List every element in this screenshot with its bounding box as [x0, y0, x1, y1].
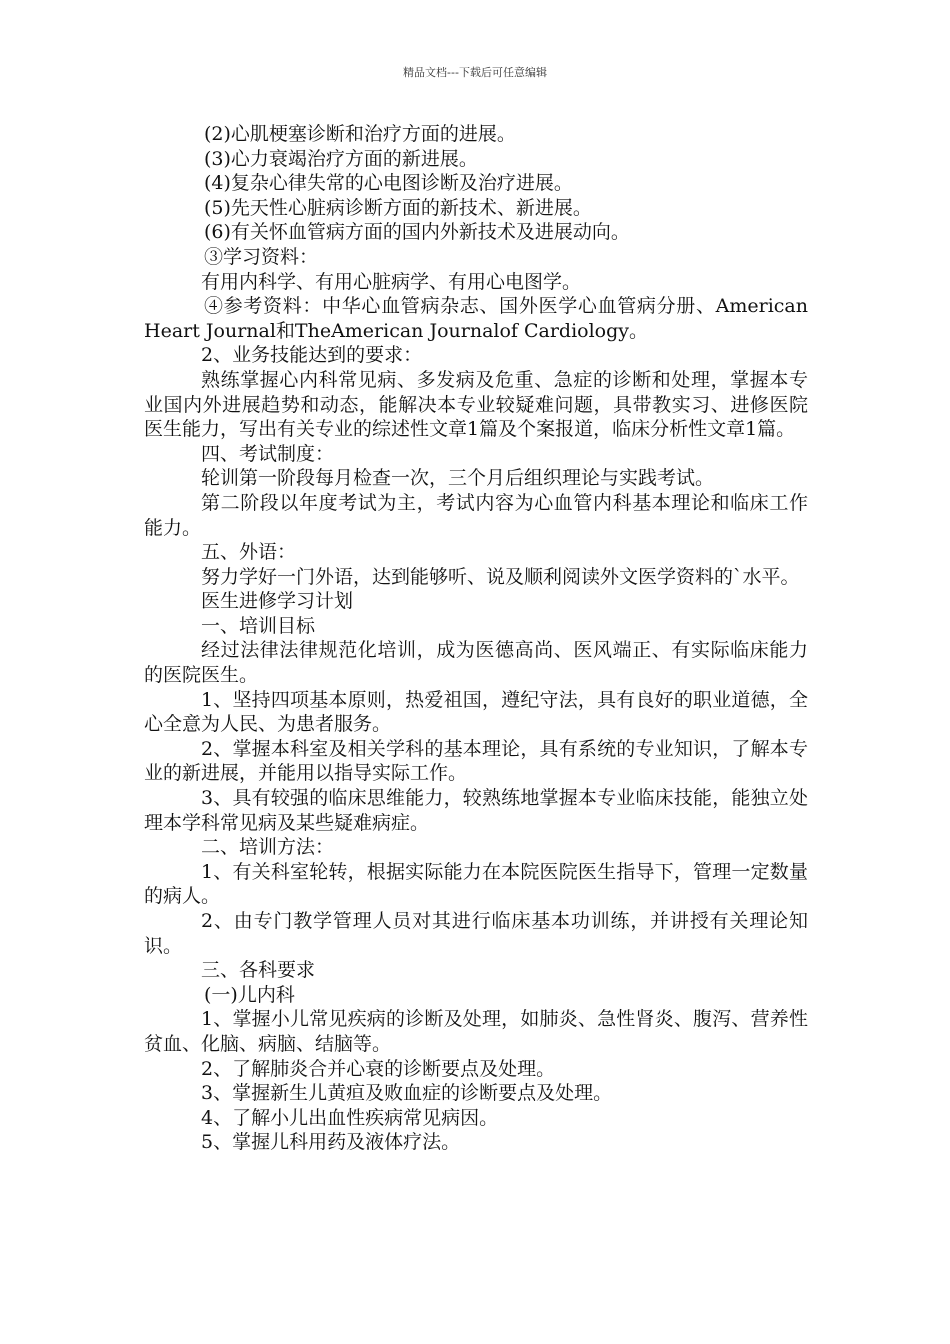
- paragraph: 四、考试制度：: [201, 442, 335, 465]
- paragraph: 1、掌握小儿常见疾病的诊断及处理，如肺炎、急性肾炎、腹泻、营养性贫血、化脑、病脑、结脑等。: [144, 1008, 808, 1055]
- paragraph: 1、有关科室轮转，根据实际能力在本院医院医生指导下，管理一定数量的病人。: [144, 860, 808, 908]
- paragraph: (2)心肌梗塞诊断和治疗方面的进展。: [204, 123, 516, 145]
- paragraph: 三、各科要求: [201, 959, 316, 982]
- paragraph: ③学习资料：: [204, 245, 319, 268]
- paragraph: (5)先天性心脏病诊断方面的新技术、新进展。: [204, 196, 592, 219]
- paragraph: 医生进修学习计划: [201, 590, 354, 613]
- document-body: [144, 122, 808, 1155]
- paragraph: 2、了解肺炎合并心衰的诊断要点及处理。: [201, 1057, 556, 1080]
- paragraph: 3、掌握新生儿黄疸及败血症的诊断要点及处理。: [201, 1082, 613, 1105]
- paragraph: 有用内科学、有用心脏病学、有用心电图学。: [201, 270, 582, 293]
- paragraph: 2、业务技能达到的要求：: [201, 344, 423, 367]
- paragraph: 努力学好一门外语，达到能够听、说及顺利阅读外文医学资料的`水平。: [201, 565, 800, 588]
- paragraph: 二、培训方法：: [201, 836, 335, 859]
- paragraph: 3、具有较强的临床思维能力，较熟练地掌握本专业临床技能，能独立处理本学科常见病及某些疑难病症。: [144, 787, 808, 834]
- paragraph: (3)心力衰竭治疗方面的新进展。: [204, 147, 478, 170]
- paragraph: (一)儿内科: [204, 983, 295, 1006]
- paragraph: (4)复杂心律失常的心电图诊断及治疗进展。: [204, 172, 573, 195]
- paragraph: 一、培训目标: [201, 614, 316, 637]
- paragraph: 熟练掌握心内科常见病、多发病及危重、急症的诊断和处理，掌握本专业国内外进展趋势和动态，能解决本专业较疑难问题，具带教实习、进修医院医生能力，写出有关专业的综述性文章1篇及个案报道，临床分析性文章1篇。: [144, 368, 808, 441]
- paragraph: 1、坚持四项基本原则，热爱祖国，遵纪守法，具有良好的职业道德，全心全意为人民、为患者服务。: [144, 688, 808, 736]
- paragraph: ④参考资料：中华心血管病杂志、国外医学心血管病分册、American Heart Journal和TheAmerican Journalof Cardiology。: [144, 295, 808, 342]
- paragraph: 2、由专门教学管理人员对其进行临床基本功训练，并讲授有关理论知识。: [144, 910, 808, 957]
- paragraph: 轮训第一阶段每月检查一次，三个月后组织理论与实践考试。: [201, 467, 715, 490]
- paragraph: 5、掌握儿科用药及液体疗法。: [201, 1131, 461, 1154]
- paragraph: 4、了解小儿出血性疾病常见病因。: [201, 1106, 499, 1129]
- paragraph: 经过法律法律规范化培训，成为医德高尚、医风端正、有实际临床能力的医院医生。: [144, 639, 808, 687]
- paragraph: 2、掌握本科室及相关学科的基本理论，具有系统的专业知识，了解本专业的新进展，并能用以指导实际工作。: [144, 737, 808, 785]
- page-header: 精品文档---下载后可任意编辑: [403, 66, 547, 79]
- paragraph: (6)有关怀血管病方面的国内外新技术及进展动向。: [204, 221, 630, 244]
- paragraph: 第二阶段以年度考试为主，考试内容为心血管内科基本理论和临床工作能力。: [144, 491, 808, 539]
- paragraph: 五、外语：: [201, 541, 297, 564]
